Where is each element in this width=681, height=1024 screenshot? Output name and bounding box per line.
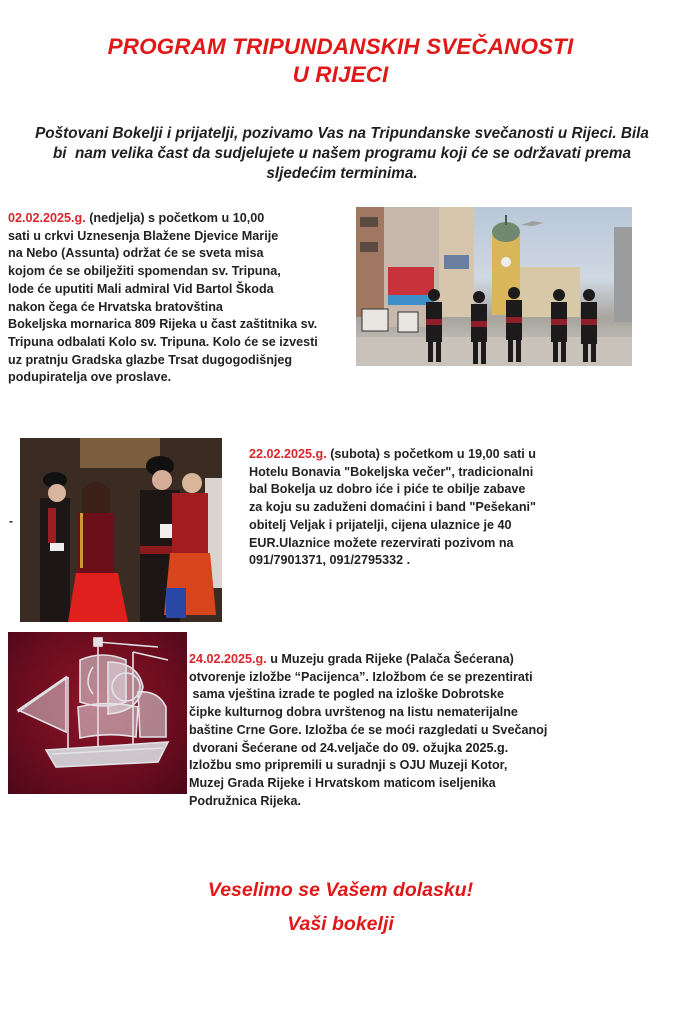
intro-text	[22, 124, 662, 184]
event-3-text	[189, 651, 547, 810]
event-1-line: na Nebo (Assunta) održat će se sveta misa	[8, 246, 264, 261]
event-1-line: Tripuna odbalati Kolo sv. Tripuna. Kolo će se izvesti	[8, 334, 318, 349]
page-title	[0, 33, 681, 89]
event-1-photo	[356, 207, 632, 366]
event-3-line: sama vještina izrade te pogled na izloške Dobrotske	[189, 687, 504, 702]
event-1-line: uz pratnju Gradska glazbe Trsat dugogodišnjeg	[8, 352, 293, 367]
event-1-line: nakon čega će Hrvatska bratovština	[8, 299, 223, 314]
event-1-text	[8, 210, 318, 387]
event-3-date: 24.02.2025.g.	[189, 652, 267, 666]
event-1-line: (nedjelja) s početkom u 10,00	[85, 211, 265, 225]
event-2-line: obitelj Veljak i prijatelji, cijena ulaznice je 40	[249, 517, 512, 532]
event-2-line: EUR.Ulaznice možete rezervirati pozivom na	[249, 535, 514, 550]
intro-line-3: sljedećim terminima.	[266, 165, 418, 182]
event-2-line: za koju su zaduženi domaćini i band "Pešekani"	[249, 500, 536, 515]
event-2-text	[249, 446, 536, 570]
event-2-line: bal Bokelja uz dobro iće i piće te obilje zabave	[249, 482, 526, 497]
intro-line-2: bi nam velika čast da sudjelujete u našem programu koji će se održavati prema	[52, 145, 632, 162]
event-1-line: sati u crkvi Uznesenja Blažene Djevice Marije	[8, 228, 279, 243]
event-2-date: 22.02.2025.g.	[249, 447, 327, 461]
side-mark: -	[9, 514, 13, 528]
event-2-line: Hotelu Bonavia "Bokeljska večer", tradicionalni	[249, 464, 534, 479]
event-3-line: čipke kulturnog dobra uvrštenog na listu nematerijalne	[189, 705, 518, 720]
event-1-line: podupiratelja ove proslave.	[8, 370, 172, 385]
event-2-line: 091/7901371, 091/2795332 .	[249, 553, 411, 568]
event-1-date: 02.02.2025.g.	[8, 211, 86, 225]
closing-line-1: Veselimo se Vašem dolasku!	[207, 879, 474, 901]
event-3-line: Izložbu smo pripremili u suradnji s OJU Muzeji Kotor,	[189, 758, 508, 773]
event-3-photo	[8, 632, 187, 794]
event-3-line: Muzej Grada Rijeke i Hrvatskom maticom iseljenika	[189, 775, 496, 790]
event-1-line: lode će uputiti Mali admiral Vid Bartol Škoda	[8, 281, 274, 296]
event-3-line: u Muzeju grada Rijeke (Palača Šećerana)	[266, 652, 514, 666]
event-2-photo	[20, 438, 222, 622]
intro-line-1: Poštovani Bokelji i prijatelji, pozivamo Vas na Tripundanske svečanosti u Rijeci. Bila	[35, 125, 649, 142]
event-3-line: Podružnica Rijeka.	[189, 793, 301, 808]
closing-line-2: Vaši bokelji	[287, 913, 394, 935]
event-3-line: baštine Crne Gore. Izložba će se moći razgledati u Svečanoj	[189, 722, 548, 737]
event-2-line: (subota) s početkom u 19,00 sati u	[326, 447, 536, 461]
title-line-1: PROGRAM TRIPUNDANSKIH SVEČANOSTI	[107, 34, 574, 59]
event-3-line: otvorenje izložbe “Pacijenca”. Izložbom će se prezentirati	[189, 669, 533, 684]
event-1-line: Bokeljska mornarica 809 Rijeka u čast zaštitnika sv.	[8, 317, 318, 332]
title-line-2: U RIJECI	[292, 62, 389, 87]
event-1-line: kojom će se obilježiti spomendan sv. Tripuna,	[8, 264, 281, 279]
event-3-line: dvorani Šećerane od 24.veljače do 09. ožujka 2025.g.	[189, 740, 509, 755]
